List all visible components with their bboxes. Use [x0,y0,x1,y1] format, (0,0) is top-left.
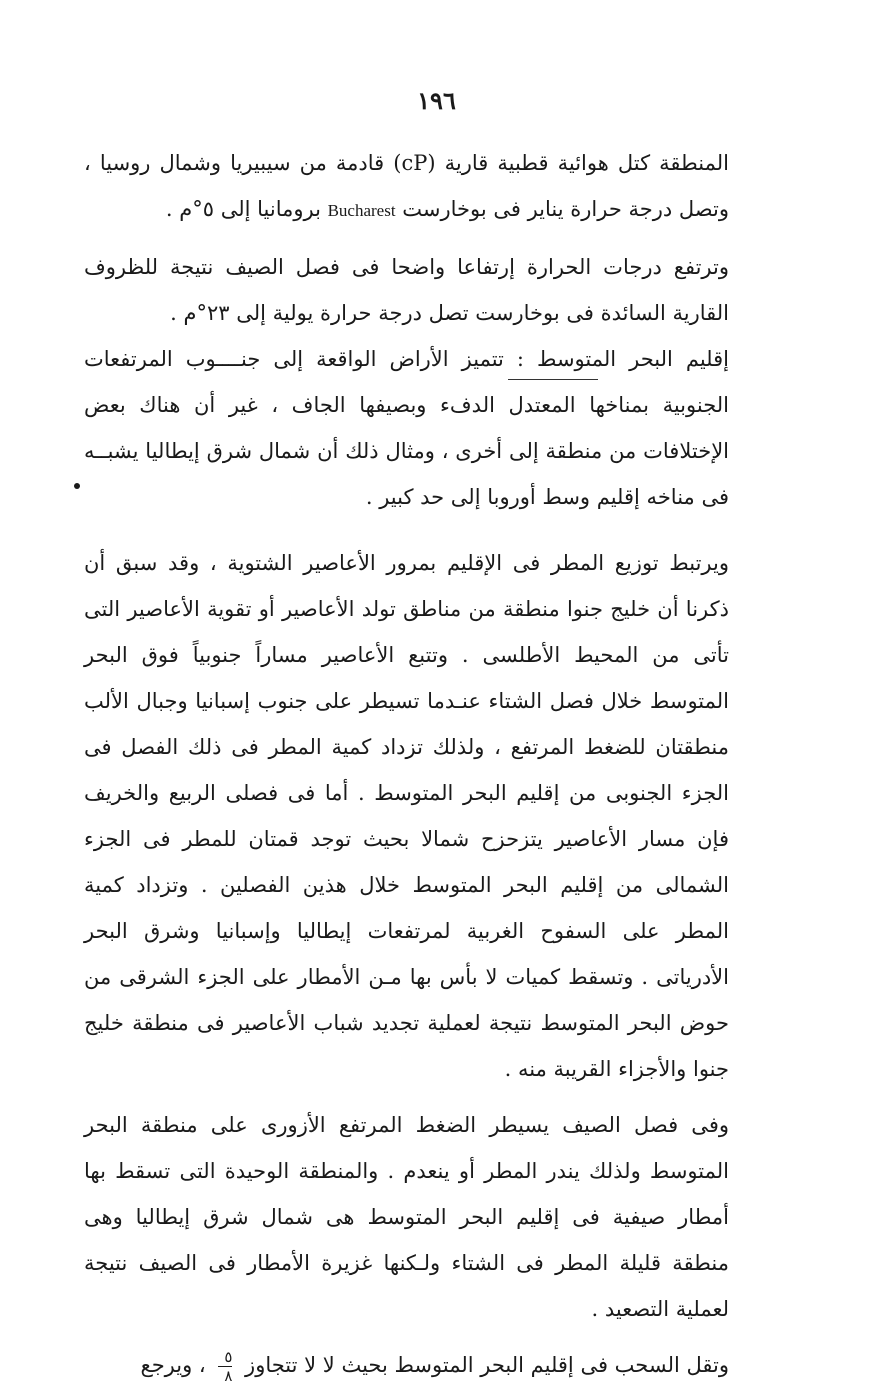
fraction-numerator: ٥ [224,1348,233,1366]
fraction [218,1350,232,1383]
paragraph-text: المنطقة كتل هوائية قطبية قارية (cP) قادمة من سيبيريا وشمال روسيا ، وتصل درجة حرارة يناير فى بوخارست [84,151,729,221]
paragraph-mediterranean-region: إقليم البحر المتوسط : تتميز الأراض الواقعة إلى جنــــوب المرتفعات الجنوبية بمناخها المعتدل الدفء وبصيفها الجاف ، غير أن هناك بعض الإختلافات من منطقة إلى أخرى ، ومثال ذلك أن شمال شرق إيطاليا يشبــه فى مناخه إقليم وسط أوروبا إلى حد كبير . [84,347,729,509]
paragraph-rain-distribution: ويرتبط توزيع المطر فى الإقليم بمرور الأعاصير الشتوية ، وقد سبق أن ذكرنا أن خليج جنوا منطقة من مناطق تولد الأعاصير أو تقوية الأعاصير التى تأتى من المحيط الأطلسى . وتتبع الأعاصير مساراً جنوبياً فوق البحر المتوسط خلال فصل الشتاء عنـدما تسيطر على جنوب إسبانيا وجبال الألب منطقتان للضغط المرتفع ، ولذلك تزداد كمية المطر فى ذلك الفصل فى الجزء الجنوبى من إقليم البحر المتوسط . أما فى فصلى الربيع والخريف فإن مسار الأعاصير يتزحزح شمالا بحيث توجد قمتان للمطر فى الجزء الشمالى من إقليم البحر المتوسط خلال هذين الفصلين . وتزداد كمية المطر على السفوح الغربية لمرتفعات إيطاليا وإسبانيا وشرق البحر الأدرياتى . وتسقط كميات لا بأس بها مـن الأمطار على الجزء الشرقى من حوض البحر المتوسط نتيجة لعملية تجديد شباب الأعاصير فى منطقة خليج جنوا والأجزاء القريبة منه . [84,551,729,1081]
margin-mark [74,483,80,489]
body-text [84,140,729,1388]
latin-word: Bucharest [327,201,396,220]
paragraph-text: وتقل السحب فى إقليم البحر المتوسط بحيث لا لا تتجاوز [238,1353,729,1377]
paragraph-gap [84,1332,729,1342]
paragraph-gap [84,234,729,244]
paragraph-text: ، ويرجع [140,1353,213,1377]
paragraph-clouds [84,1342,729,1388]
paragraph-gap [84,520,729,540]
fraction-denominator: ٨ [224,1367,233,1385]
paragraph-continental-air [84,140,729,234]
page-number: ١٩٦ [417,86,456,115]
paragraph-gap [84,1092,729,1102]
paragraph-summer-pressure: وفى فصل الصيف يسيطر الضغط المرتفع الأزورى على منطقة البحر المتوسط ولذلك يندر المطر أو ينعدم . والمنطقة الوحيدة التى تسقط بها أمطار صيفية فى إقليم البحر المتوسط هى شمال شرق إيطاليا وهى منطقة قليلة المطر فى الشتاء ولـكنها غزيرة الأمطار فى الصيف نتيجة لعملية التصعيد . [84,1113,729,1321]
paragraph-text: برومانيا إلى ٥°م . [165,197,328,221]
paragraph-summer-temperature: وترتفع درجات الحرارة إرتفاعا واضحا فى فصل الصيف نتيجة للظروف القارية السائدة فى بوخارست تصل درجة حرارة يولية إلى ٢٣°م . [84,255,729,325]
heading-underline [508,379,598,380]
